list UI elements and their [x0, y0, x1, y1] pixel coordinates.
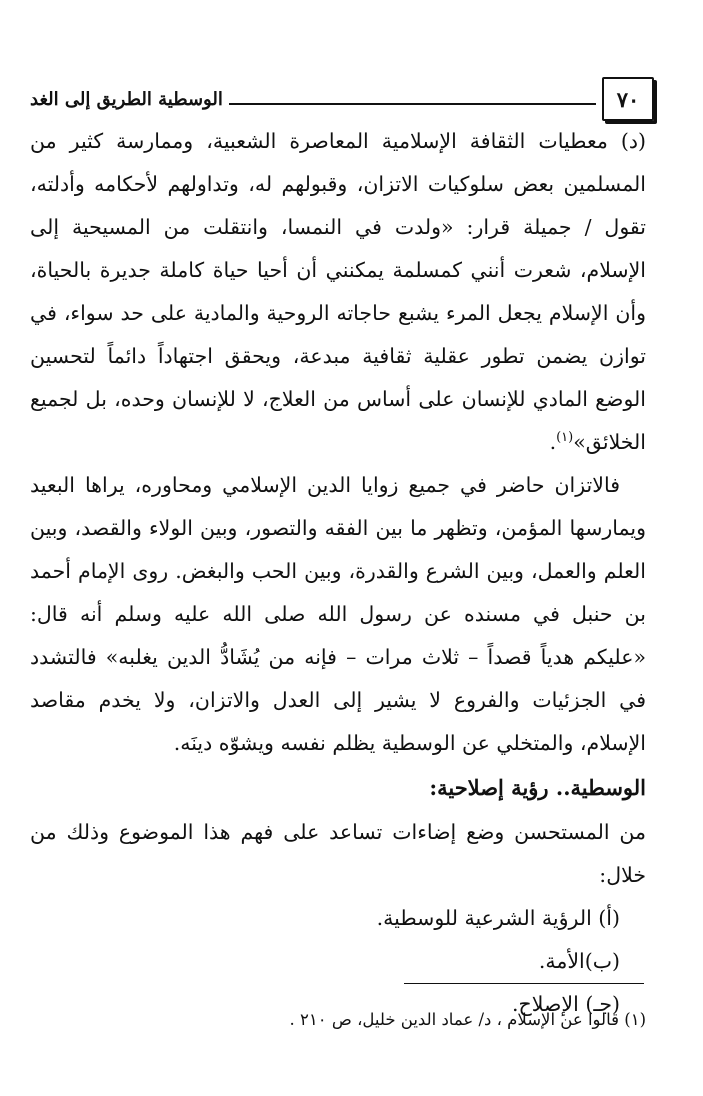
main-text [30, 120, 646, 1026]
paragraph-balance: فالاتزان حاضر في جميع زوايا الدين الإسلامي ومحاوره، يراها البعيد ويمارسها المؤمن، وتظهر ما بين الفقه والتصور، وبين الولاء والقصد، وبين العلم والعمل، وبين الشرع والقدرة، وبين الحب والبغض. روى الإمام أحمد بن حنبل في مسنده عن رسول الله صلى الله عليه وسلم أنه قال: «عليكم هدياً قصداً – ثلاث مرات – فإنه من يُشَادُّ الدين يغلبه» فالتشدد في الجزئيات والفروع لا يشير إلى العدل والاتزان، ولا يخدم مقاصد الإسلام، والمتخلي عن الوسطية يظلم نفسه ويشوّه دينَه. [30, 473, 646, 755]
footnote: (١) قالوا عن الإسلام ، د/ عماد الدين خليل، ص ٢١٠ . [289, 1010, 646, 1029]
footnote-reference: (١) [556, 430, 574, 446]
section-heading: الوسطية.. رؤية إصلاحية: [429, 775, 646, 800]
page-number: ٧٠ [602, 77, 654, 121]
list-item: (ب)الأمة. [538, 949, 620, 973]
intro-line: من المستحسن وضع إضاءات تساعد على فهم هذا الموضوع وذلك من خلال: [30, 820, 646, 887]
paragraph-quote-text: (د) معطيات الثقافة الإسلامية المعاصرة الشعبية، وممارسة كثير من المسلمين بعض سلوكيات الاتزان، وقبولهم له، وتداولهم لأحكامه وأدلته، تقول / جميلة قرار: «ولدت في النمسا، وانتقلت من المسيحية إلى الإسلام، شعرت أنني كمسلمة يمكنني أن أحيا حياة كاملة جديرة بالحياة، وأن الإسلام يجعل المرء يشبع حاجاته الروحية والمادية على حد سواء، في توازن يضمن تطور عقلية ثقافية مبدعة، ويحقق اجتهاداً دائماً لتحسين الوضع المادي للإنسان على أساس من العلاج، لا للإنسان وحده، بل لجميع الخلائق» [30, 129, 646, 454]
header-rule [229, 103, 596, 105]
paragraph-end-mark: . [549, 430, 557, 454]
page-header [30, 70, 654, 120]
footnote-separator [404, 983, 644, 984]
list-item: (أ) الرؤية الشرعية للوسطية. [376, 906, 620, 930]
list-item: (جـ) الإصلاح. [512, 992, 620, 1016]
paragraph-quote [30, 120, 646, 464]
running-title: الوسطية الطريق إلى الغد [30, 88, 223, 110]
